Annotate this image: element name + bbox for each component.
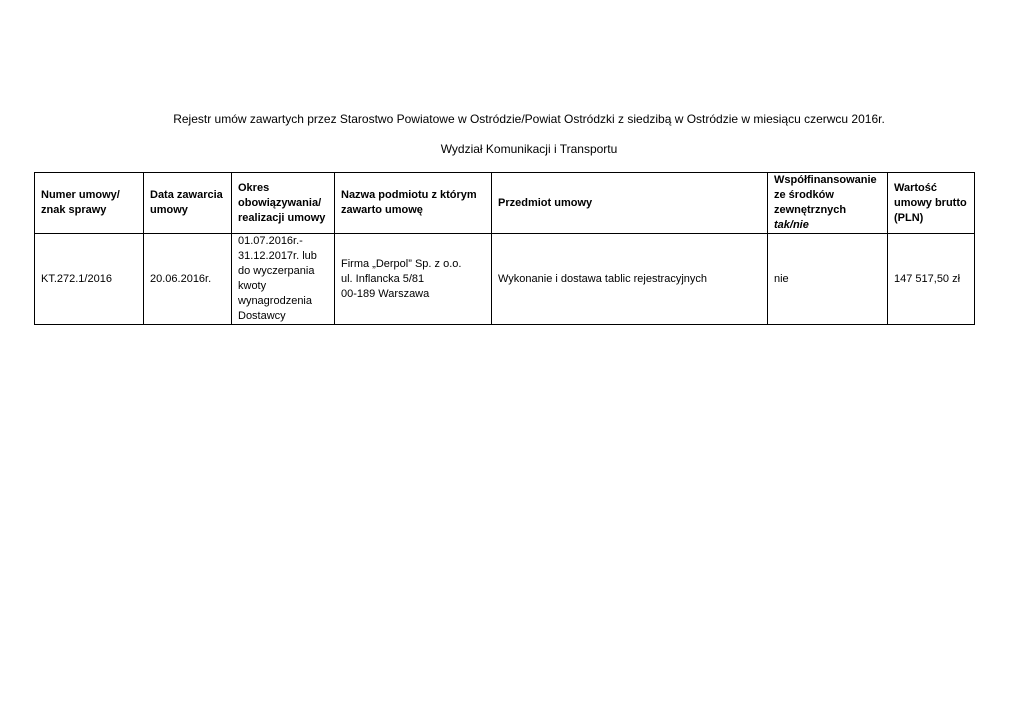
header-cofinancing-label: Współfinansowanie ze środków zewnętrznych [774,174,877,216]
header-cofinancing-options: tak/nie [774,219,809,231]
header-validity-period: Okres obowiązywania/ realizacji umowy [232,173,335,234]
table-header-row [35,173,975,234]
contracts-register-table [34,172,975,325]
header-contract-subject: Przedmiot umowy [492,173,768,234]
cell-gross-value: 147 517,50 zł [888,234,975,325]
header-contractor-name: Nazwa podmiotu z którym zawarto umowę [335,173,492,234]
cell-contract-subject: Wykonanie i dostawa tablic rejestracyjnych [492,234,768,325]
cell-conclusion-date: 20.06.2016r. [144,234,232,325]
cell-contractor-name [335,234,492,325]
contractor-company: Firma „Derpol” Sp. z o.o. [341,257,462,270]
cell-cofinancing: nie [768,234,888,325]
cell-contract-number: KT.272.1/2016 [35,234,144,325]
contractor-street: ul. Inflancka 5/81 [341,272,425,285]
header-contract-number: Numer umowy/ znak sprawy [35,173,144,234]
cell-validity-period: 01.07.2016r.- 31.12.2017r. lub do wyczerpania kwoty wynagrodzenia Dostawcy [232,234,335,325]
document-subtitle: Wydział Komunikacji i Transportu [440,142,618,156]
document-title: Rejestr umów zawartych przez Starostwo Powiatowe w Ostródzie/Powiat Ostródzki z siedzibą w Ostródzie w miesiącu czerwcu 2016r. [173,112,885,126]
table-row [35,234,975,325]
contractor-city: 00-189 Warszawa [341,287,430,300]
header-cofinancing [768,173,888,234]
header-conclusion-date: Data zawarcia umowy [144,173,232,234]
header-gross-value: Wartość umowy brutto (PLN) [888,173,975,234]
